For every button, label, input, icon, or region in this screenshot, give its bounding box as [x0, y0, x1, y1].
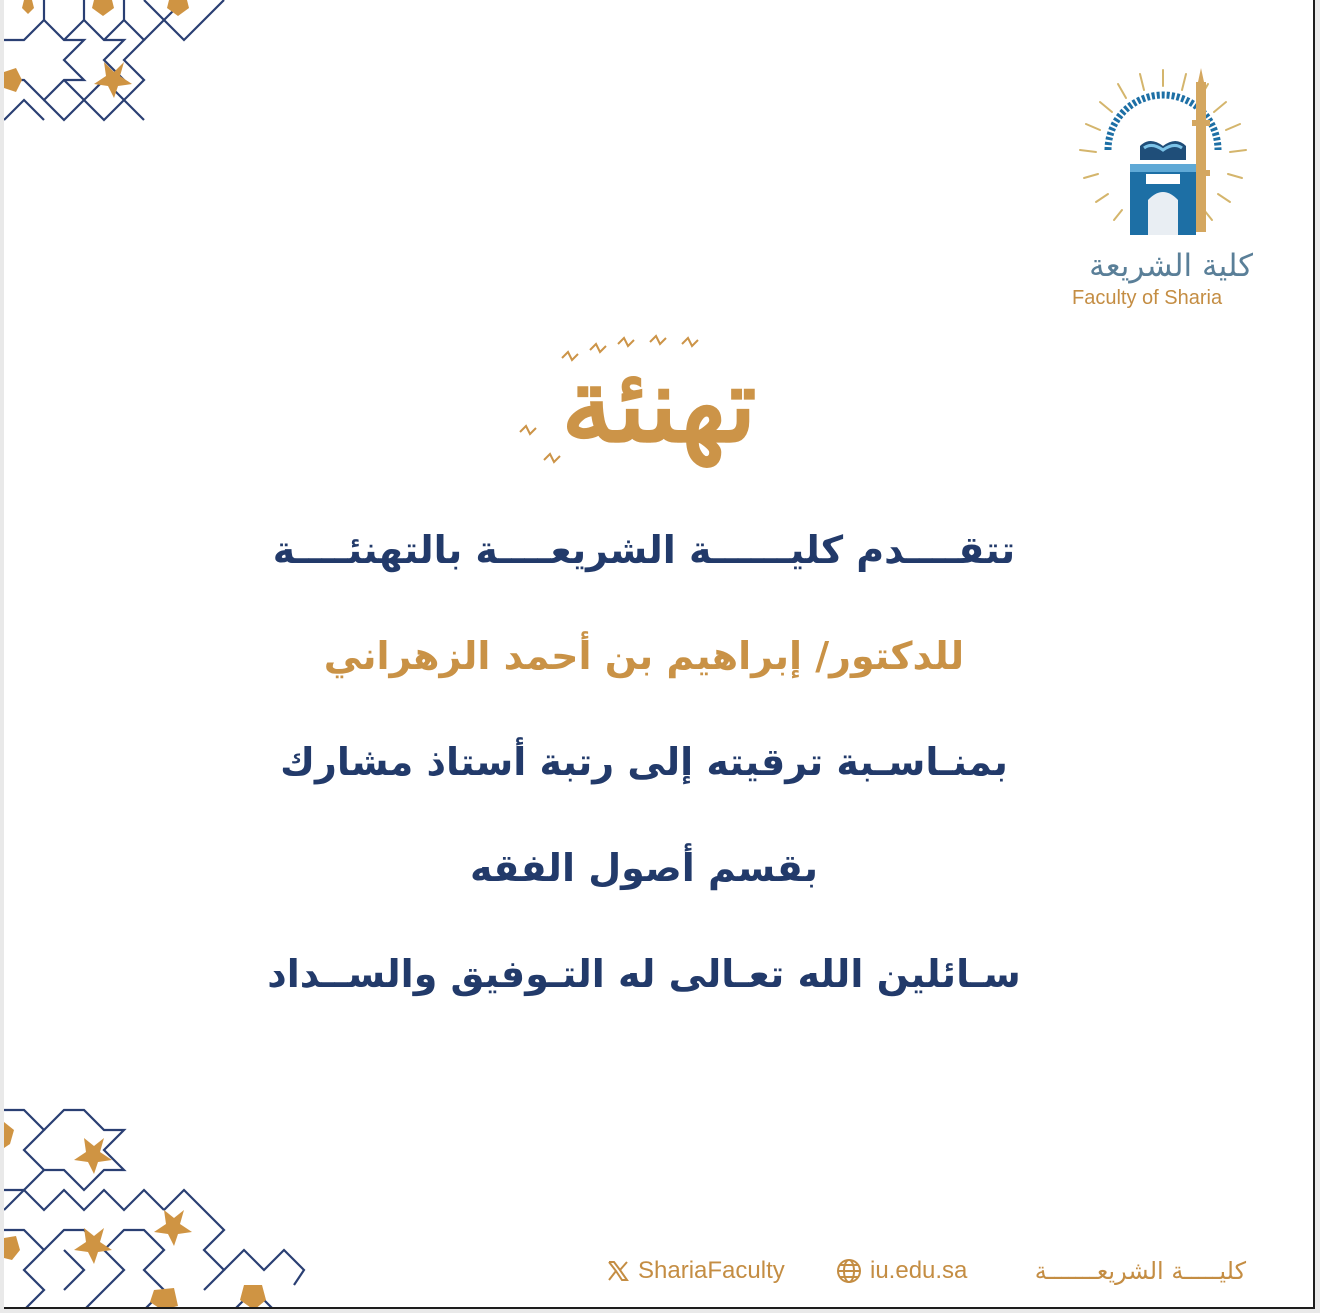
logo-arabic-name: كلية الشريعة [1089, 248, 1253, 284]
department-line: بقسم أصول الفقه [469, 846, 819, 890]
message-line-1: تتقــــدم كليــــــة الشريعــــة بالتهنئــــة [272, 528, 1016, 572]
congratulation-card [4, 0, 1315, 1309]
geometric-pattern-top [4, 0, 234, 135]
geometric-pattern-bottom [4, 1100, 314, 1309]
globe-icon [836, 1258, 862, 1284]
website-url: iu.edu.sa [870, 1257, 968, 1284]
website-link[interactable] [836, 1253, 967, 1289]
footer-faculty-name: كليـــــة الشريعـــــــة [1034, 1257, 1246, 1285]
closing-line: سـائلين الله تعـالى له التـوفيق والســداد [267, 952, 1021, 996]
heading-tahniah: تهنئة [561, 343, 757, 466]
recipient-name: للدكتور/ إبراهيم بن أحمد الزهراني [323, 634, 965, 678]
message-line-3: بمنـاسـبة ترقيته إلى رتبة أستاذ مشارك [280, 740, 1008, 784]
social-handle: ShariaFaculty [638, 1257, 785, 1284]
x-logo-icon [606, 1259, 630, 1283]
social-link[interactable] [606, 1253, 785, 1289]
logo-english-name: Faculty of Sharia [1072, 287, 1223, 309]
